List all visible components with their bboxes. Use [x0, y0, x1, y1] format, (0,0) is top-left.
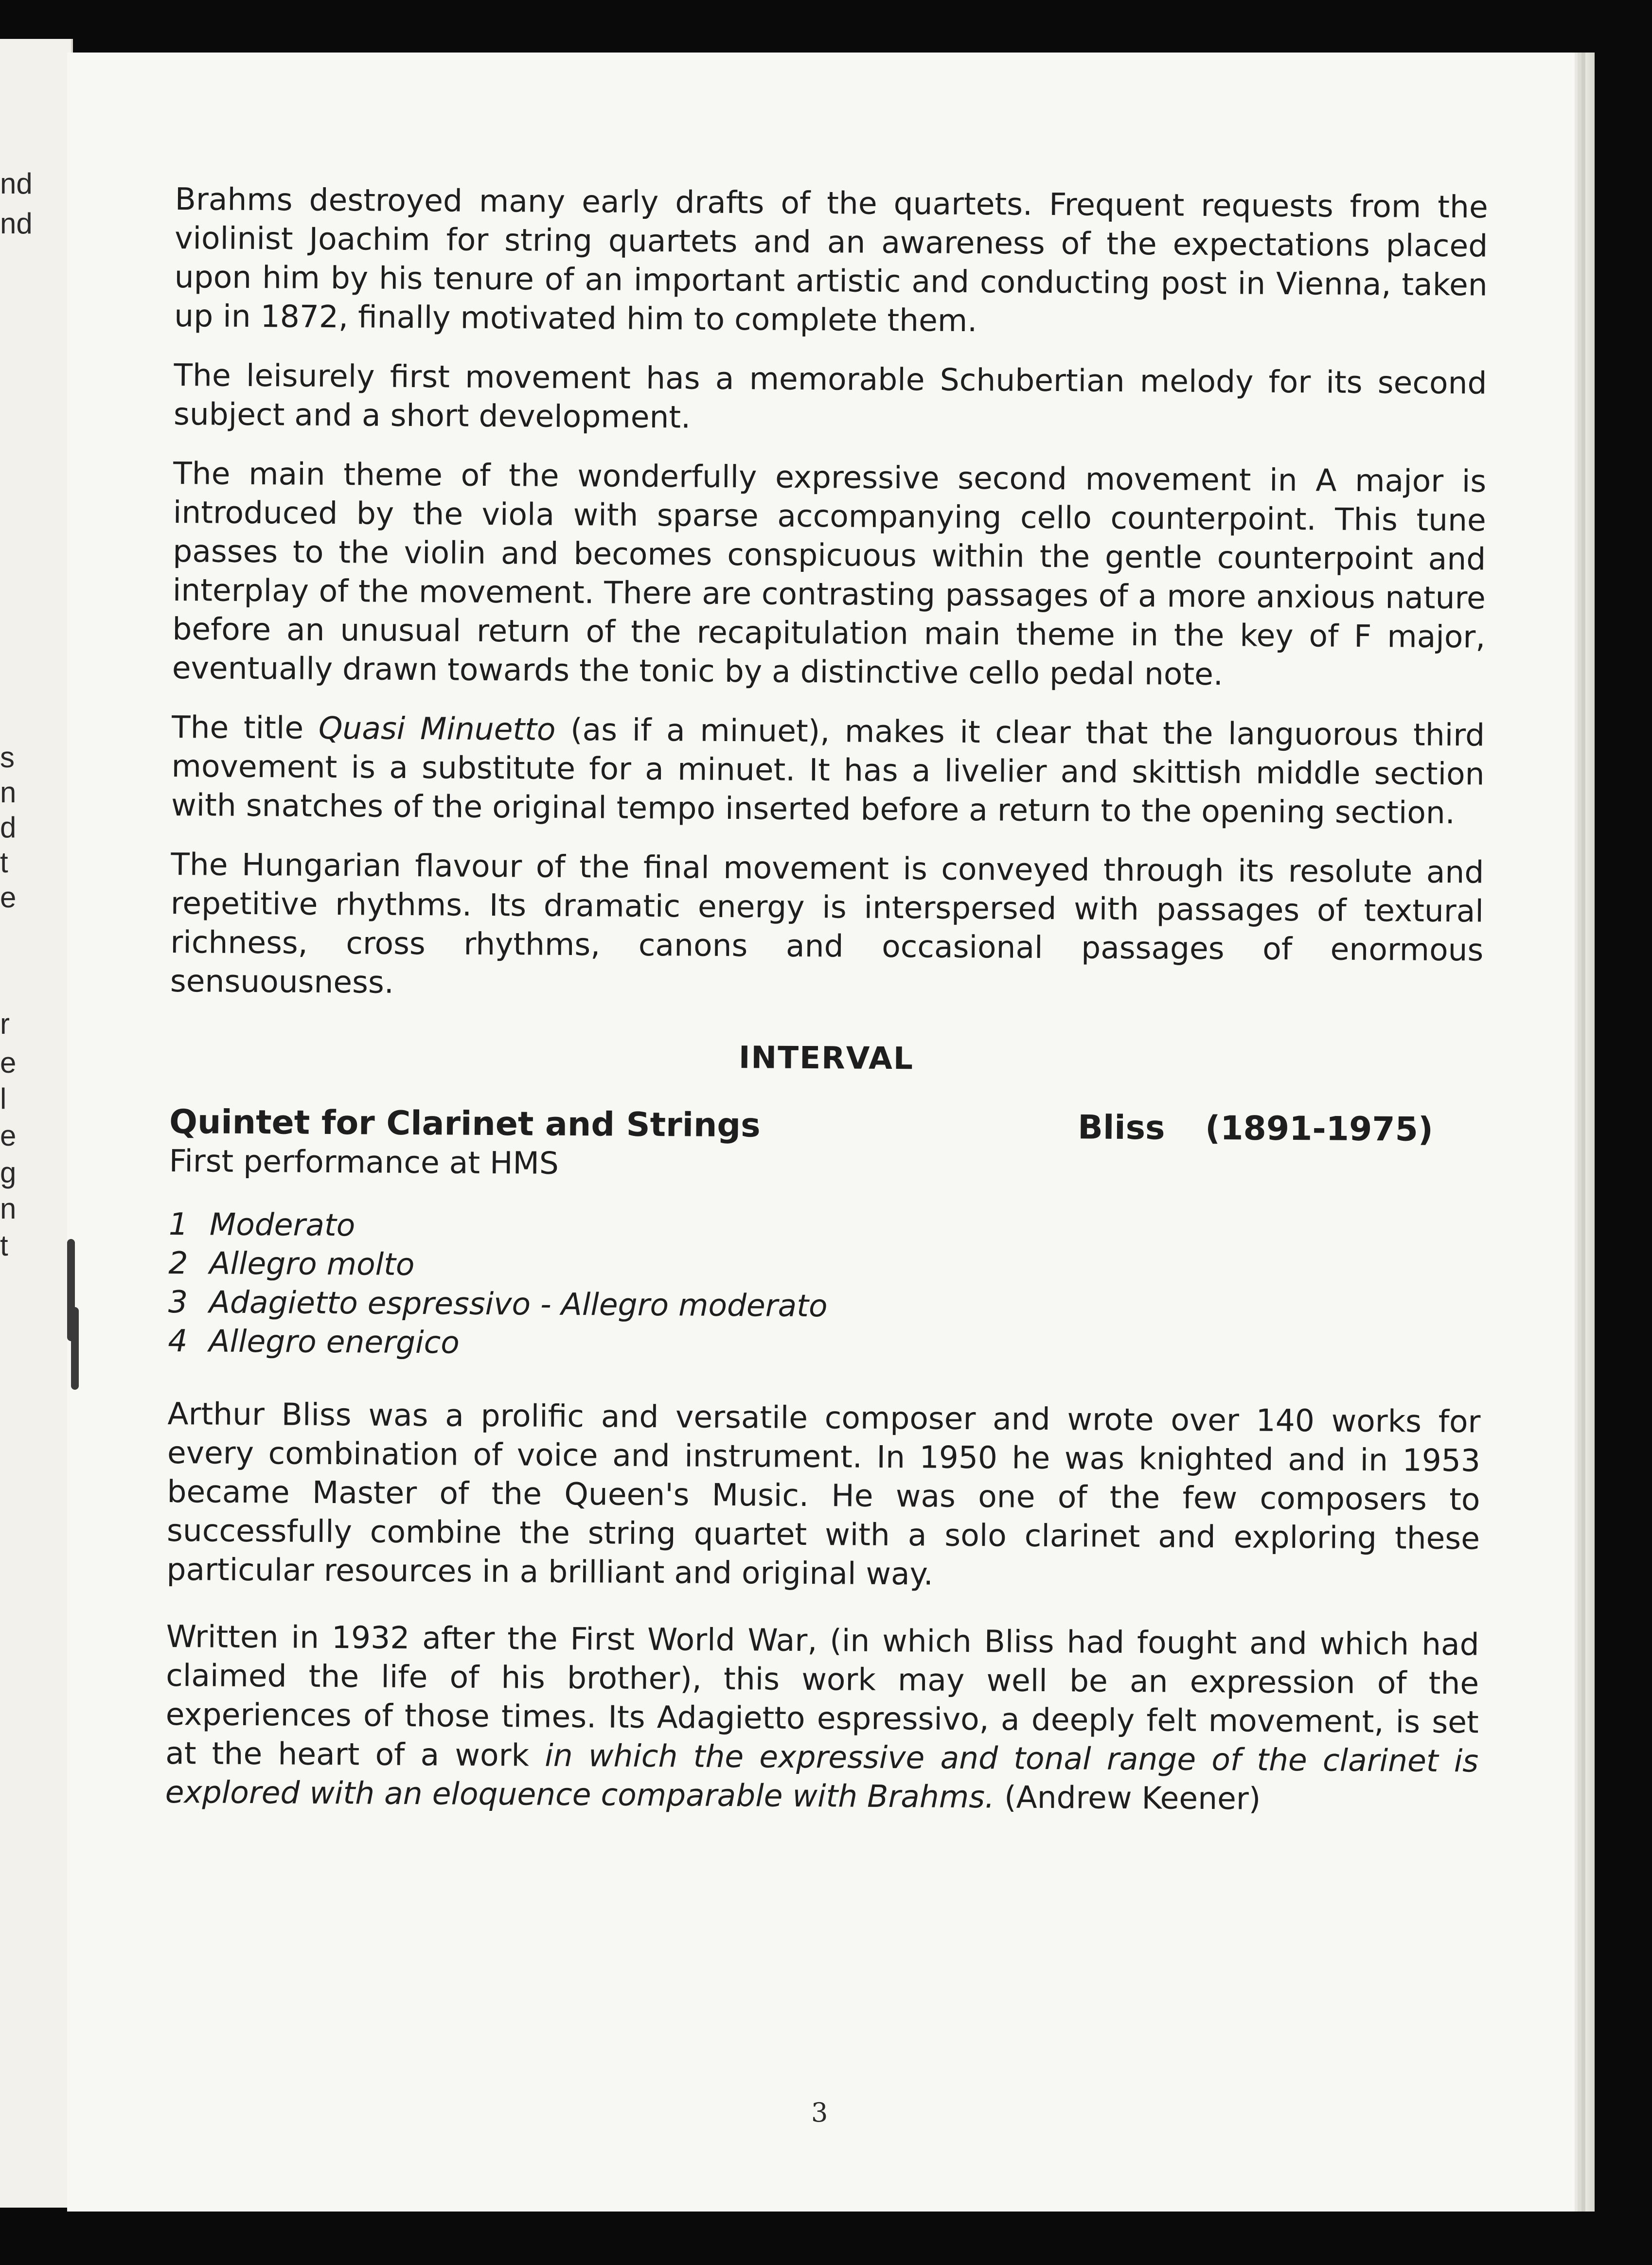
- page-number: 3: [811, 2097, 828, 2128]
- staple-mark: [71, 1307, 79, 1390]
- text-run: Written in 1932 after the First World War, (in which Bliss had fought and which had claimed the life of his brother), this work may well be an expression of the experiences of those times. Its Adagietto espressivo, a deeply felt movement, is set at the heart of a work: [165, 1618, 1479, 1773]
- paragraph-third-movement: [171, 708, 1485, 832]
- composer-dates: (1891-1975): [1205, 1109, 1434, 1149]
- italic-title: Quasi Minuetto: [318, 710, 556, 747]
- previous-page-fragment: e: [0, 1119, 17, 1152]
- work-header: [169, 1103, 1482, 1150]
- paragraph-second-movement: The main theme of the wonderfully expressive second movement in A major is introduced by the viola with sparse accompanying cello counterpoint. This tune passes to the violin and becomes conspicuous within the gentle counterpoint and interplay of the movement. There are contrasting passages of a more anxious nature before an unusual return of the recapitulation main theme in the key of F major, eventually drawn towards the tonic by a distinctive cello pedal note.: [172, 455, 1487, 692]
- previous-page-edge: [0, 39, 73, 2208]
- page-content: [165, 180, 1488, 1848]
- page-stack-edge: [1584, 53, 1595, 2212]
- previous-page-fragment: t: [0, 846, 8, 879]
- movement-list: [168, 1205, 1482, 1368]
- interval-heading: INTERVAL: [738, 1040, 914, 1077]
- text-run: The title: [171, 709, 319, 746]
- paragraph-final-movement: The Hungarian flavour of the final movement is conveyed through its resolute and repetitive rhythms. Its dramatic energy is interspersed with passages of textural richness, cross rhythms, canons and occasional passages of enormous sensuousness.: [170, 846, 1484, 1000]
- previous-page-fragment: r: [0, 1008, 10, 1040]
- paragraph-quartets-drafts: Brahms destroyed many early drafts of the quartets. Frequent requests from the violinist Joachim for string quartets and an awareness of the expectations placed upon him by his tenure of an important artistic and conducting post in Vienna, taken up in 1872, finally motivated him to complete them.: [174, 181, 1488, 339]
- previous-page-fragment: d: [0, 811, 17, 844]
- previous-page-fragment: n: [0, 776, 17, 809]
- movement-number: 1: [168, 1206, 189, 1242]
- previous-page-fragment: g: [0, 1156, 17, 1189]
- paragraph-arthur-bliss: Arthur Bliss was a prolific and versatile composer and wrote over 140 works for every combination of voice and instrument. In 1950 he was knighted and in 1953 became Master of the Queen's Music. He was one of the few composers to successfully combine the string quartet with a solo clarinet and exploring these particular resources in a brilliant and original way.: [166, 1396, 1481, 1592]
- movement-name: Allegro energico: [209, 1323, 460, 1361]
- previous-page-fragment: l: [0, 1082, 7, 1115]
- movement-name: Moderato: [209, 1206, 355, 1243]
- text-run: (as if a minuet), makes it clear that the languorous third movement is a substitute for a minuet. It has a livelier and skittish middle section with snatches of the original tempo inserted before a return to the opening section.: [171, 711, 1485, 831]
- movement-name: Adagietto espressivo - Allegro moderato: [209, 1284, 828, 1324]
- text-run: (Andrew Keener): [994, 1779, 1261, 1817]
- movement-number: 3: [168, 1284, 188, 1320]
- previous-page-fragment: n: [0, 1192, 17, 1225]
- movement-name: Allegro molto: [209, 1245, 415, 1283]
- previous-page-fragment: s: [0, 741, 15, 774]
- first-performance-note: First performance at HMS: [169, 1143, 559, 1181]
- booklet-page: [67, 53, 1575, 2212]
- paragraph-first-movement: The leisurely first movement has a memorable Schubertian melody for its second subject and a short development.: [173, 357, 1487, 435]
- previous-page-fragment: nd: [0, 207, 33, 240]
- movement-number: 2: [168, 1245, 188, 1281]
- previous-page-fragment: t: [0, 1229, 8, 1262]
- previous-page-fragment: e: [0, 881, 17, 914]
- movement-item: [168, 1322, 1481, 1368]
- work-composer: Bliss: [1077, 1108, 1165, 1148]
- italic-quote: in which the expressive and tonal range of the clarinet is explored with an eloquence comparable with Brahms.: [165, 1737, 1479, 1815]
- previous-page-fragment: nd: [0, 167, 33, 200]
- work-title: Quintet for Clarinet and Strings: [169, 1102, 761, 1145]
- previous-page-fragment: e: [0, 1046, 17, 1079]
- paragraph-written-1932: [165, 1617, 1479, 1820]
- movement-number: 4: [168, 1323, 188, 1359]
